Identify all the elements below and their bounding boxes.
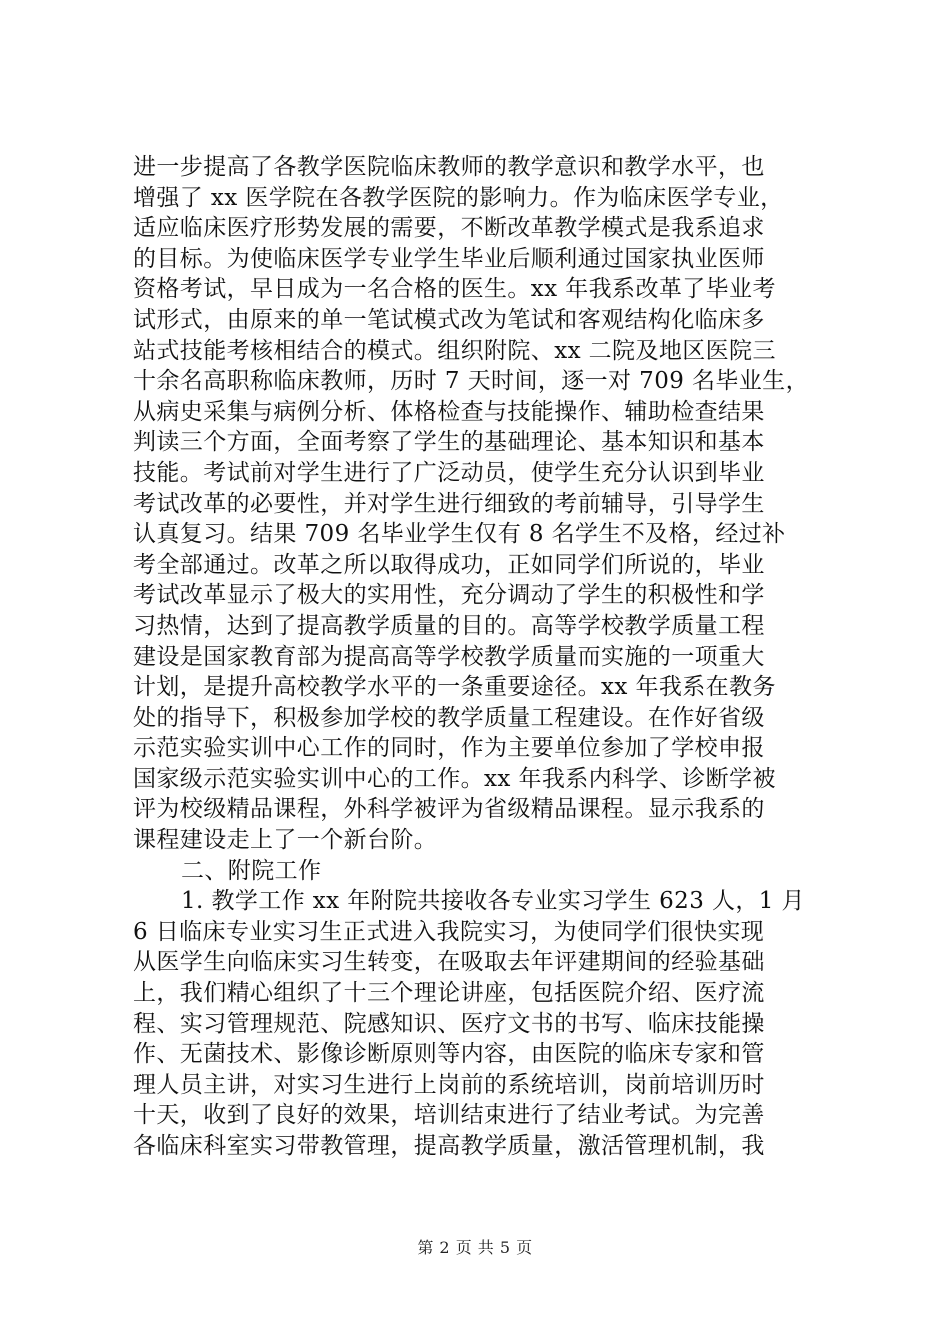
text-line: 考试改革显示了极大的实用性，充分调动了学生的积极性和学: [133, 582, 765, 609]
text-line: 认真复习。结果 709 名毕业学生仅有 8 名学生不及格，经过补: [133, 521, 786, 548]
text-line: 各临床科室实习带教管理，提高教学质量，激活管理机制，我: [133, 1133, 765, 1159]
text-line: 增强了 xx 医学院在各教学医院的影响力。作为临床医学专业，: [133, 184, 784, 211]
text-line: 的目标。为使临床医学专业学生毕业后顺利通过国家执业医师: [133, 245, 765, 272]
text-line: 十天，收到了良好的效果，培训结束进行了结业考试。为完善: [133, 1102, 765, 1129]
text-line: 从病史采集与病例分析、体格检查与技能操作、辅助检查结果: [133, 398, 765, 425]
text-line: 评为校级精品课程，外科学被评为省级精品课程。显示我系的: [133, 796, 765, 823]
text-line: 理人员主讲，对实习生进行上岗前的系统培训，岗前培训历时: [133, 1071, 765, 1098]
text-line: 十余名高职称临床教师，历时 7 天时间，逐一对 709 名毕业生，: [133, 368, 809, 395]
text-line: 考试改革的必要性，并对学生进行细致的考前辅导，引导学生: [133, 490, 765, 517]
text-line: 站式技能考核相结合的模式。组织附院、xx 二院及地区医院三: [133, 337, 776, 364]
text-line: 考全部通过。改革之所以取得成功，正如同学们所说的，毕业: [133, 551, 765, 578]
text-line: 试形式，由原来的单一笔试模式改为笔试和客观结构化临床多: [133, 306, 765, 333]
text-line: 程、实习管理规范、院感知识、医疗文书的书写、临床技能操: [133, 1010, 765, 1037]
text-line: 资格考试，早日成为一名合格的医生。xx 年我系改革了毕业考: [133, 276, 776, 303]
text-line: 习热情，达到了提高教学质量的目的。高等学校教学质量工程: [133, 612, 765, 639]
text-line: 示范实验实训中心工作的同时，作为主要单位参加了学校申报: [133, 735, 765, 762]
text-line: 处的指导下，积极参加学校的教学质量工程建设。在作好省级: [133, 704, 765, 731]
page-number-footer: 第 2 页 共 5 页: [417, 1238, 533, 1257]
text-line: 6 日临床专业实习生正式进入我院实习，为使同学们很快实现: [133, 918, 765, 945]
section-heading: 二、附院工作: [181, 857, 322, 884]
text-line: 技能。考试前对学生进行了广泛动员，使学生充分认识到毕业: [133, 459, 765, 486]
text-line: 计划，是提升高校教学水平的一条重要途径。xx 年我系在教务: [133, 674, 776, 701]
text-line: 上，我们精心组织了十三个理论讲座，包括医院介绍、医疗流: [133, 980, 765, 1007]
text-line: 从医学生向临床实习生转变，在吸取去年评建期间的经验基础: [133, 949, 765, 976]
text-line: 国家级示范实验实训中心的工作。xx 年我系内科学、诊断学被: [133, 765, 776, 792]
text-line: 进一步提高了各教学医院临床教师的教学意识和教学水平，也: [133, 154, 765, 180]
text-line: 课程建设走上了一个新台阶。: [133, 827, 438, 854]
text-line: 1. 教学工作 xx 年附院共接收各专业实习学生 623 人，1 月: [181, 888, 805, 915]
text-line: 判读三个方面，全面考察了学生的基础理论、基本知识和基本: [133, 429, 765, 456]
text-line: 适应临床医疗形势发展的需要，不断改革教学模式是我系追求: [133, 215, 765, 242]
document-body: [133, 152, 827, 1162]
text-line: 建设是国家教育部为提高高等学校教学质量而实施的一项重大: [133, 643, 765, 670]
text-line: 作、无菌技术、影像诊断原则等内容，由医院的临床专家和管: [133, 1041, 765, 1068]
